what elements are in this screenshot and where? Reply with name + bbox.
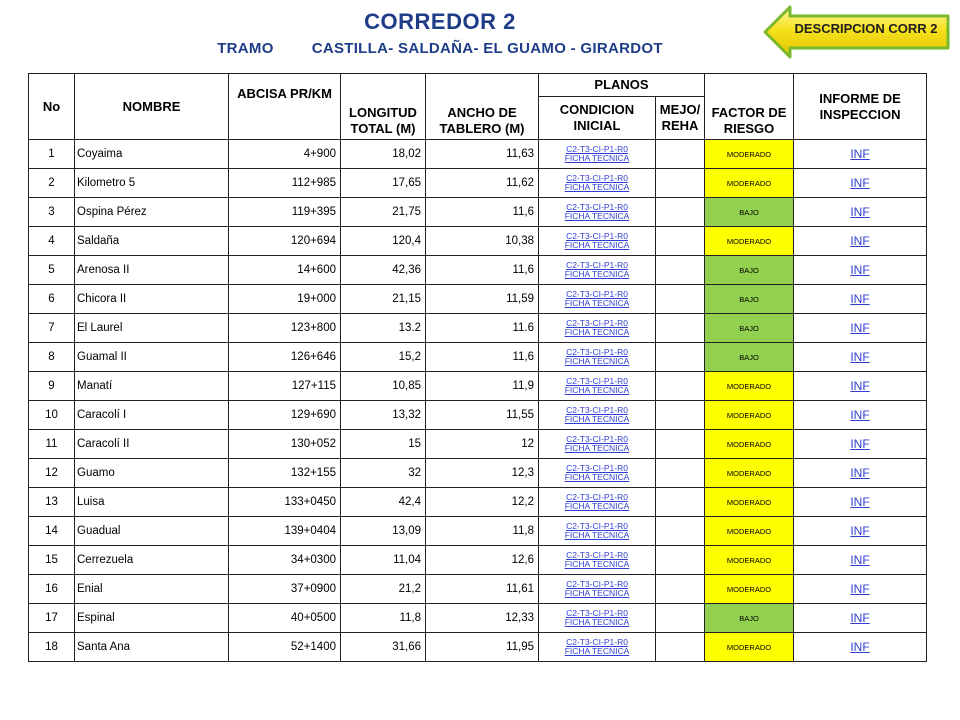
header-condicion: CONDICION INICIAL xyxy=(539,97,656,140)
cell-nombre: Arenosa II xyxy=(75,256,229,285)
ficha-tecnica-link[interactable]: FICHA TECNICA xyxy=(564,443,630,453)
cell-no: 1 xyxy=(29,140,75,169)
cell-nombre: Kilometro 5 xyxy=(75,169,229,198)
cell-ancho: 12,2 xyxy=(426,488,539,517)
table-row xyxy=(29,256,927,285)
informe-link[interactable]: INF xyxy=(850,553,870,567)
cell-longitud: 32 xyxy=(341,459,426,488)
cell-condicion-inicial xyxy=(539,401,656,430)
header-longitud: LONGITUD TOTAL (M) xyxy=(341,74,426,140)
cell-longitud: 42,4 xyxy=(341,488,426,517)
ficha-tecnica-link[interactable]: FICHA TECNICA xyxy=(564,298,630,308)
informe-link[interactable]: INF xyxy=(850,611,870,625)
cell-informe xyxy=(794,633,927,662)
cell-informe xyxy=(794,198,927,227)
cell-mejo-reha xyxy=(656,285,705,314)
informe-link[interactable]: INF xyxy=(850,350,870,364)
cell-factor-riesgo: MODERADO xyxy=(705,430,794,459)
cell-factor-riesgo: MODERADO xyxy=(705,140,794,169)
cell-mejo-reha xyxy=(656,604,705,633)
cell-no: 15 xyxy=(29,546,75,575)
table-row xyxy=(29,633,927,662)
cell-longitud: 15,2 xyxy=(341,343,426,372)
cell-longitud: 17,65 xyxy=(341,169,426,198)
cell-abcisa: 34+0300 xyxy=(229,546,341,575)
cell-informe xyxy=(794,575,927,604)
cell-factor-riesgo: MODERADO xyxy=(705,169,794,198)
cell-abcisa: 52+1400 xyxy=(229,633,341,662)
plano-link[interactable]: C2-T3-CI-P1-R0 xyxy=(566,317,628,328)
cell-informe xyxy=(794,459,927,488)
ficha-tecnica-link[interactable]: FICHA TECNICA xyxy=(564,356,630,366)
cell-longitud: 21,75 xyxy=(341,198,426,227)
header-informe: INFORME DE INSPECCION xyxy=(794,74,927,140)
cell-abcisa: 14+600 xyxy=(229,256,341,285)
cell-nombre: Ospina Pérez xyxy=(75,198,229,227)
cell-factor-riesgo: MODERADO xyxy=(705,488,794,517)
cell-mejo-reha xyxy=(656,546,705,575)
plano-link[interactable]: C2-T3-CI-P1-R0 xyxy=(566,491,628,502)
cell-longitud: 11,04 xyxy=(341,546,426,575)
cell-ancho: 11,61 xyxy=(426,575,539,604)
cell-abcisa: 126+646 xyxy=(229,343,341,372)
cell-informe xyxy=(794,546,927,575)
plano-link[interactable]: C2-T3-CI-P1-R0 xyxy=(566,230,628,241)
table-row xyxy=(29,372,927,401)
plano-link[interactable]: C2-T3-CI-P1-R0 xyxy=(566,636,628,647)
cell-abcisa: 129+690 xyxy=(229,401,341,430)
cell-abcisa: 127+115 xyxy=(229,372,341,401)
cell-nombre: Espinal xyxy=(75,604,229,633)
cell-longitud: 31,66 xyxy=(341,633,426,662)
cell-longitud: 13,09 xyxy=(341,517,426,546)
cell-factor-riesgo: MODERADO xyxy=(705,633,794,662)
cell-abcisa: 123+800 xyxy=(229,314,341,343)
cell-nombre: Santa Ana xyxy=(75,633,229,662)
table-row xyxy=(29,546,927,575)
cell-longitud: 21,2 xyxy=(341,575,426,604)
description-corridor-button[interactable] xyxy=(762,4,952,60)
cell-ancho: 11,6 xyxy=(426,256,539,285)
table-row xyxy=(29,430,927,459)
ficha-tecnica-link[interactable]: FICHA TECNICA xyxy=(564,385,630,395)
cell-no: 7 xyxy=(29,314,75,343)
cell-longitud: 42,36 xyxy=(341,256,426,285)
cell-condicion-inicial xyxy=(539,546,656,575)
cell-no: 8 xyxy=(29,343,75,372)
cell-informe xyxy=(794,256,927,285)
cell-informe xyxy=(794,517,927,546)
informe-link[interactable]: INF xyxy=(850,640,870,654)
header-mejo: MEJO/ REHA xyxy=(656,97,705,140)
cell-ancho: 11,62 xyxy=(426,169,539,198)
cell-informe xyxy=(794,488,927,517)
cell-abcisa: 139+0404 xyxy=(229,517,341,546)
cell-no: 17 xyxy=(29,604,75,633)
cell-longitud: 10,85 xyxy=(341,372,426,401)
cell-condicion-inicial xyxy=(539,227,656,256)
cell-condicion-inicial xyxy=(539,488,656,517)
cell-no: 4 xyxy=(29,227,75,256)
cell-no: 12 xyxy=(29,459,75,488)
cell-mejo-reha xyxy=(656,430,705,459)
cell-no: 14 xyxy=(29,517,75,546)
plano-link[interactable]: C2-T3-CI-P1-R0 xyxy=(566,143,628,154)
informe-link[interactable]: INF xyxy=(850,524,870,538)
informe-link[interactable]: INF xyxy=(850,408,870,422)
cell-abcisa: 37+0900 xyxy=(229,575,341,604)
cell-mejo-reha xyxy=(656,401,705,430)
header-abcisa: ABCISA PR/KM xyxy=(229,74,341,140)
ficha-tecnica-link[interactable]: FICHA TECNICA xyxy=(564,588,630,598)
cell-longitud: 11,8 xyxy=(341,604,426,633)
cell-ancho: 12,33 xyxy=(426,604,539,633)
cell-nombre: Guamal II xyxy=(75,343,229,372)
plano-link[interactable]: C2-T3-CI-P1-R0 xyxy=(566,607,628,618)
ficha-tecnica-link[interactable]: FICHA TECNICA xyxy=(564,240,630,250)
ficha-tecnica-link[interactable]: FICHA TECNICA xyxy=(564,646,630,656)
plano-link[interactable]: C2-T3-CI-P1-R0 xyxy=(566,549,628,560)
cell-longitud: 15 xyxy=(341,430,426,459)
cell-abcisa: 40+0500 xyxy=(229,604,341,633)
cell-nombre: Manatí xyxy=(75,372,229,401)
cell-nombre: Saldaña xyxy=(75,227,229,256)
cell-condicion-inicial xyxy=(539,256,656,285)
table-body xyxy=(29,140,927,662)
cell-ancho: 12 xyxy=(426,430,539,459)
cell-ancho: 10,38 xyxy=(426,227,539,256)
cell-factor-riesgo: BAJO xyxy=(705,343,794,372)
cell-mejo-reha xyxy=(656,343,705,372)
cell-no: 9 xyxy=(29,372,75,401)
cell-informe xyxy=(794,604,927,633)
informe-link[interactable]: INF xyxy=(850,379,870,393)
ficha-tecnica-link[interactable]: FICHA TECNICA xyxy=(564,153,630,163)
page-title: CORREDOR 2 xyxy=(364,9,516,34)
plano-link[interactable]: C2-T3-CI-P1-R0 xyxy=(566,259,628,270)
cell-informe xyxy=(794,401,927,430)
cell-informe xyxy=(794,140,927,169)
cell-no: 18 xyxy=(29,633,75,662)
cell-mejo-reha xyxy=(656,169,705,198)
table-row xyxy=(29,198,927,227)
subtitle-prefix: TRAMO xyxy=(217,40,274,57)
table-row xyxy=(29,575,927,604)
cell-factor-riesgo: BAJO xyxy=(705,198,794,227)
page-subtitle xyxy=(0,40,880,57)
cell-nombre: Caracolí II xyxy=(75,430,229,459)
description-button-label: DESCRIPCION CORR 2 xyxy=(794,21,938,36)
cell-mejo-reha xyxy=(656,459,705,488)
cell-condicion-inicial xyxy=(539,459,656,488)
cell-ancho: 11,6 xyxy=(426,343,539,372)
cell-nombre: Enial xyxy=(75,575,229,604)
header-nombre: NOMBRE xyxy=(75,74,229,140)
cell-mejo-reha xyxy=(656,517,705,546)
cell-longitud: 13.2 xyxy=(341,314,426,343)
cell-ancho: 11,6 xyxy=(426,198,539,227)
cell-condicion-inicial xyxy=(539,517,656,546)
cell-no: 11 xyxy=(29,430,75,459)
cell-nombre: Guadual xyxy=(75,517,229,546)
cell-condicion-inicial xyxy=(539,430,656,459)
cell-longitud: 18,02 xyxy=(341,140,426,169)
ficha-tecnica-link[interactable]: FICHA TECNICA xyxy=(564,211,630,221)
cell-abcisa: 133+0450 xyxy=(229,488,341,517)
cell-informe xyxy=(794,430,927,459)
cell-factor-riesgo: BAJO xyxy=(705,604,794,633)
ficha-tecnica-link[interactable]: FICHA TECNICA xyxy=(564,559,630,569)
cell-informe xyxy=(794,314,927,343)
cell-informe xyxy=(794,372,927,401)
cell-abcisa: 19+000 xyxy=(229,285,341,314)
cell-nombre: Chicora II xyxy=(75,285,229,314)
cell-condicion-inicial xyxy=(539,575,656,604)
cell-ancho: 11.6 xyxy=(426,314,539,343)
cell-informe xyxy=(794,169,927,198)
cell-factor-riesgo: MODERADO xyxy=(705,372,794,401)
cell-mejo-reha xyxy=(656,314,705,343)
informe-link[interactable]: INF xyxy=(850,176,870,190)
ficha-tecnica-link[interactable]: FICHA TECNICA xyxy=(564,269,630,279)
plano-link[interactable]: C2-T3-CI-P1-R0 xyxy=(566,346,628,357)
cell-abcisa: 119+395 xyxy=(229,198,341,227)
cell-abcisa: 130+052 xyxy=(229,430,341,459)
cell-factor-riesgo: MODERADO xyxy=(705,459,794,488)
plano-link[interactable]: C2-T3-CI-P1-R0 xyxy=(566,520,628,531)
table-row xyxy=(29,343,927,372)
cell-ancho: 11,8 xyxy=(426,517,539,546)
informe-link[interactable]: INF xyxy=(850,234,870,248)
informe-link[interactable]: INF xyxy=(850,582,870,596)
ficha-tecnica-link[interactable]: FICHA TECNICA xyxy=(564,530,630,540)
cell-nombre: Luisa xyxy=(75,488,229,517)
cell-factor-riesgo: BAJO xyxy=(705,285,794,314)
cell-ancho: 11,59 xyxy=(426,285,539,314)
cell-condicion-inicial xyxy=(539,285,656,314)
cell-mejo-reha xyxy=(656,575,705,604)
table-row xyxy=(29,401,927,430)
cell-ancho: 11,95 xyxy=(426,633,539,662)
cell-condicion-inicial xyxy=(539,343,656,372)
cell-factor-riesgo: BAJO xyxy=(705,314,794,343)
cell-nombre: Coyaima xyxy=(75,140,229,169)
cell-factor-riesgo: MODERADO xyxy=(705,227,794,256)
table-row xyxy=(29,604,927,633)
cell-nombre: Cerrezuela xyxy=(75,546,229,575)
cell-informe xyxy=(794,227,927,256)
ficha-tecnica-link[interactable]: FICHA TECNICA xyxy=(564,414,630,424)
informe-link[interactable]: INF xyxy=(850,147,870,161)
cell-no: 5 xyxy=(29,256,75,285)
cell-ancho: 12,3 xyxy=(426,459,539,488)
cell-no: 6 xyxy=(29,285,75,314)
plano-link[interactable]: C2-T3-CI-P1-R0 xyxy=(566,375,628,386)
plano-link[interactable]: C2-T3-CI-P1-R0 xyxy=(566,462,628,473)
table-row xyxy=(29,169,927,198)
cell-ancho: 11,63 xyxy=(426,140,539,169)
informe-link[interactable]: INF xyxy=(850,321,870,335)
table-row xyxy=(29,488,927,517)
cell-no: 10 xyxy=(29,401,75,430)
cell-ancho: 11,9 xyxy=(426,372,539,401)
subtitle-route: CASTILLA- SALDAÑA- EL GUAMO - GIRARDOT xyxy=(311,40,663,57)
cell-nombre: El Laurel xyxy=(75,314,229,343)
cell-factor-riesgo: MODERADO xyxy=(705,546,794,575)
header-no: No xyxy=(29,74,75,140)
plano-link[interactable]: C2-T3-CI-P1-R0 xyxy=(566,288,628,299)
table-row xyxy=(29,140,927,169)
cell-ancho: 11,55 xyxy=(426,401,539,430)
ficha-tecnica-link[interactable]: FICHA TECNICA xyxy=(564,472,630,482)
cell-condicion-inicial xyxy=(539,372,656,401)
cell-abcisa: 132+155 xyxy=(229,459,341,488)
cell-mejo-reha xyxy=(656,256,705,285)
cell-longitud: 21,15 xyxy=(341,285,426,314)
plano-link[interactable]: C2-T3-CI-P1-R0 xyxy=(566,578,628,589)
cell-no: 13 xyxy=(29,488,75,517)
cell-nombre: Guamo xyxy=(75,459,229,488)
ficha-tecnica-link[interactable]: FICHA TECNICA xyxy=(564,501,630,511)
cell-mejo-reha xyxy=(656,198,705,227)
informe-link[interactable]: INF xyxy=(850,263,870,277)
cell-abcisa: 112+985 xyxy=(229,169,341,198)
table-row xyxy=(29,285,927,314)
plano-link[interactable]: C2-T3-CI-P1-R0 xyxy=(566,404,628,415)
informe-link[interactable]: INF xyxy=(850,292,870,306)
cell-abcisa: 4+900 xyxy=(229,140,341,169)
cell-no: 16 xyxy=(29,575,75,604)
plano-link[interactable]: C2-T3-CI-P1-R0 xyxy=(566,172,628,183)
cell-condicion-inicial xyxy=(539,604,656,633)
cell-factor-riesgo: MODERADO xyxy=(705,401,794,430)
table-row xyxy=(29,459,927,488)
cell-factor-riesgo: BAJO xyxy=(705,256,794,285)
cell-mejo-reha xyxy=(656,372,705,401)
header-ancho: ANCHO DE TABLERO (M) xyxy=(426,74,539,140)
informe-link[interactable]: INF xyxy=(850,495,870,509)
cell-longitud: 13,32 xyxy=(341,401,426,430)
informe-link[interactable]: INF xyxy=(850,205,870,219)
cell-ancho: 12,6 xyxy=(426,546,539,575)
cell-abcisa: 120+694 xyxy=(229,227,341,256)
plano-link[interactable]: C2-T3-CI-P1-R0 xyxy=(566,433,628,444)
header-planos: PLANOS xyxy=(539,74,705,97)
ficha-tecnica-link[interactable]: FICHA TECNICA xyxy=(564,182,630,192)
cell-condicion-inicial xyxy=(539,140,656,169)
cell-condicion-inicial xyxy=(539,198,656,227)
header-factor: FACTOR DE RIESGO xyxy=(705,74,794,140)
informe-link[interactable]: INF xyxy=(850,466,870,480)
table-row xyxy=(29,314,927,343)
cell-no: 3 xyxy=(29,198,75,227)
cell-mejo-reha xyxy=(656,633,705,662)
cell-nombre: Caracolí I xyxy=(75,401,229,430)
table-row xyxy=(29,227,927,256)
cell-mejo-reha xyxy=(656,140,705,169)
cell-informe xyxy=(794,343,927,372)
cell-no: 2 xyxy=(29,169,75,198)
plano-link[interactable]: C2-T3-CI-P1-R0 xyxy=(566,201,628,212)
corridor-table xyxy=(28,73,927,662)
cell-informe xyxy=(794,285,927,314)
cell-mejo-reha xyxy=(656,488,705,517)
table-row xyxy=(29,517,927,546)
ficha-tecnica-link[interactable]: FICHA TECNICA xyxy=(564,617,630,627)
ficha-tecnica-link[interactable]: FICHA TECNICA xyxy=(564,327,630,337)
informe-link[interactable]: INF xyxy=(850,437,870,451)
cell-condicion-inicial xyxy=(539,169,656,198)
cell-factor-riesgo: MODERADO xyxy=(705,575,794,604)
cell-factor-riesgo: MODERADO xyxy=(705,517,794,546)
cell-longitud: 120,4 xyxy=(341,227,426,256)
cell-condicion-inicial xyxy=(539,633,656,662)
cell-condicion-inicial xyxy=(539,314,656,343)
cell-mejo-reha xyxy=(656,227,705,256)
